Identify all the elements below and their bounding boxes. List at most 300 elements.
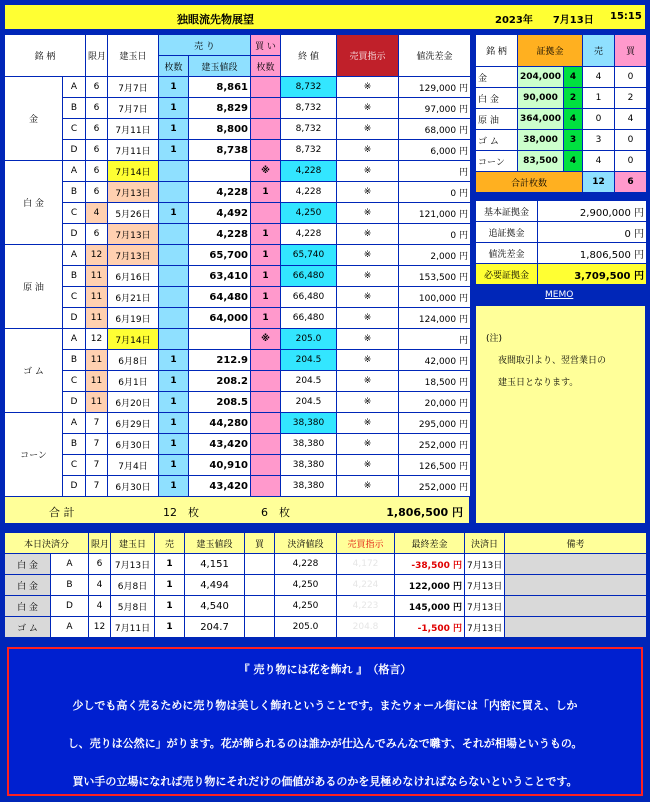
open-date-cell: 7月11日 [108, 140, 159, 161]
month-cell: 6 [86, 98, 108, 119]
count-sell-cell: 12 [583, 172, 615, 193]
diff-cell: 0 円 [399, 224, 471, 245]
margin-amount-cell: 83,500 [518, 151, 564, 172]
open-date-cell: 6月16日 [108, 266, 159, 287]
series-cell: D [63, 476, 86, 497]
position-row[interactable] [5, 203, 471, 224]
col-signal: 売買指示 [337, 35, 399, 77]
commodity-name: 金 [5, 77, 63, 161]
position-row[interactable] [5, 224, 471, 245]
settle-col-day: 決済日 [465, 533, 505, 554]
diff-cell: 126,500 円 [399, 455, 471, 476]
sell-qty-cell: 1 [159, 392, 189, 413]
settle-month-cell: 4 [89, 596, 111, 617]
close-price-cell: 4,228 [281, 224, 337, 245]
position-row[interactable] [5, 98, 471, 119]
open-price-cell: 4,492 [189, 203, 251, 224]
signal-cell: ※ [337, 476, 399, 497]
month-cell: 6 [86, 182, 108, 203]
month-cell: 6 [86, 224, 108, 245]
signal-cell: ※ [337, 287, 399, 308]
sell-qty-cell: 1 [159, 476, 189, 497]
total-row [4, 496, 470, 524]
margin-buy-cell: 2 [615, 88, 647, 109]
summary-label: 追証拠金 [476, 222, 538, 243]
settlement-row[interactable] [5, 596, 647, 617]
diff-cell: 252,000 円 [399, 434, 471, 455]
signal-cell: ※ [337, 350, 399, 371]
month-cell: 11 [86, 350, 108, 371]
open-date-cell: 6月21日 [108, 287, 159, 308]
page-title: 独眼流先物展望 [177, 13, 254, 26]
open-price-cell: 208.2 [189, 371, 251, 392]
month-cell: 6 [86, 140, 108, 161]
signal-cell: ※ [337, 119, 399, 140]
month-cell: 7 [86, 413, 108, 434]
summary-row [476, 222, 647, 243]
month-cell: 12 [86, 245, 108, 266]
position-row[interactable] [5, 413, 471, 434]
settle-note-cell [505, 575, 647, 596]
margin-summary [475, 200, 647, 285]
month-cell: 7 [86, 476, 108, 497]
settle-day-cell: 7月13日 [465, 554, 505, 575]
sell-qty-cell: 1 [159, 77, 189, 98]
settle-note-cell [505, 596, 647, 617]
margin-sell-cell: 0 [583, 109, 615, 130]
open-date-cell: 6月8日 [108, 350, 159, 371]
sell-qty-cell: 1 [159, 203, 189, 224]
settle-col-price: 建玉値段 [185, 533, 245, 554]
diff-cell: 42,000 円 [399, 350, 471, 371]
buy-qty-cell [251, 455, 281, 476]
series-cell: B [63, 266, 86, 287]
series-cell: C [63, 371, 86, 392]
open-date-cell: 6月30日 [108, 434, 159, 455]
memo-line-3: 建玉日となります。 [498, 378, 579, 388]
settle-month-cell: 6 [89, 554, 111, 575]
settle-col-name: 本日決済分 [5, 533, 89, 554]
settlement-table [4, 532, 647, 638]
open-price-cell: 40,910 [189, 455, 251, 476]
sell-qty-cell: 1 [159, 413, 189, 434]
settle-settle-price-cell: 4,228 [275, 554, 337, 575]
series-cell: A [63, 77, 86, 98]
margin-sell-cell: 1 [583, 88, 615, 109]
margin-count-row [476, 172, 647, 193]
commodity-name: コーン [5, 413, 63, 497]
margin-table [475, 34, 647, 193]
settle-month-cell: 4 [89, 575, 111, 596]
sell-qty-cell [159, 287, 189, 308]
settle-final-cell: 122,000 円 [395, 575, 465, 596]
close-price-cell: 8,732 [281, 77, 337, 98]
margin-count-cell: 2 [564, 88, 583, 109]
open-date-cell: 7月14日 [108, 329, 159, 350]
close-price-cell: 204.5 [281, 371, 337, 392]
close-price-cell: 4,228 [281, 161, 337, 182]
settle-settle-price-cell: 205.0 [275, 617, 337, 638]
buy-qty-cell: 1 [251, 224, 281, 245]
margin-name-cell: ゴ ム [476, 130, 518, 151]
open-date-cell: 6月19日 [108, 308, 159, 329]
settle-date-cell: 5月8日 [111, 596, 155, 617]
open-date-cell: 7月7日 [108, 98, 159, 119]
position-row[interactable] [5, 434, 471, 455]
series-cell: A [63, 161, 86, 182]
margin-col-name: 銘 柄 [476, 35, 518, 67]
col-sell: 売 り [159, 35, 251, 56]
col-name: 銘 柄 [5, 35, 86, 77]
position-row[interactable] [5, 476, 471, 497]
position-row[interactable] [5, 308, 471, 329]
open-date-cell: 6月20日 [108, 392, 159, 413]
diff-cell: 121,000 円 [399, 203, 471, 224]
settle-month-cell: 12 [89, 617, 111, 638]
margin-amount-cell: 364,000 [518, 109, 564, 130]
close-price-cell: 38,380 [281, 434, 337, 455]
open-date-cell: 5月26日 [108, 203, 159, 224]
open-date-cell: 7月7日 [108, 77, 159, 98]
month-cell: 7 [86, 434, 108, 455]
margin-name-cell: 原 油 [476, 109, 518, 130]
sell-qty-cell [159, 182, 189, 203]
diff-cell: 0 円 [399, 182, 471, 203]
settlement-row[interactable] [5, 575, 647, 596]
margin-name-cell: 金 [476, 67, 518, 88]
margin-row[interactable] [476, 88, 647, 109]
summary-label: 基本証拠金 [476, 201, 538, 222]
signal-cell: ※ [337, 413, 399, 434]
margin-row[interactable] [476, 67, 647, 88]
buy-qty-cell [251, 434, 281, 455]
position-row[interactable] [5, 161, 471, 182]
col-diff: 値洗差金 [399, 35, 471, 77]
quote-line-2: し、売りは公然に」がります。花が飾られるのは誰かが仕込んでみんなで囃す、それが相場というもの。 [67, 737, 583, 750]
position-row[interactable] [5, 266, 471, 287]
margin-buy-cell: 0 [615, 130, 647, 151]
open-price-cell: 8,738 [189, 140, 251, 161]
position-row[interactable] [5, 119, 471, 140]
open-price-cell: 43,420 [189, 476, 251, 497]
buy-qty-cell [251, 203, 281, 224]
position-row[interactable] [5, 392, 471, 413]
buy-qty-cell: 1 [251, 287, 281, 308]
open-price-cell: 4,228 [189, 182, 251, 203]
open-price-cell: 64,480 [189, 287, 251, 308]
margin-sell-cell: 4 [583, 151, 615, 172]
memo-line-2: 夜間取引より、翌営業日の [498, 356, 607, 366]
settle-price-cell: 4,151 [185, 554, 245, 575]
buy-qty-cell: ※ [251, 161, 281, 182]
buy-qty-cell [251, 392, 281, 413]
close-price-cell: 8,732 [281, 140, 337, 161]
buy-qty-cell [251, 413, 281, 434]
open-price-cell: 212.9 [189, 350, 251, 371]
series-cell: A [63, 329, 86, 350]
signal-cell: ※ [337, 266, 399, 287]
open-price-cell: 43,420 [189, 434, 251, 455]
open-date-cell: 7月11日 [108, 119, 159, 140]
position-row[interactable] [5, 77, 471, 98]
position-row[interactable] [5, 182, 471, 203]
open-date-cell: 6月1日 [108, 371, 159, 392]
summary-row [476, 201, 647, 222]
position-row[interactable] [5, 350, 471, 371]
close-price-cell: 4,250 [281, 203, 337, 224]
settle-name-cell: 白 金 [5, 575, 51, 596]
close-price-cell: 66,480 [281, 287, 337, 308]
header-bar [4, 4, 646, 30]
col-date: 建玉日 [108, 35, 159, 77]
series-cell: C [63, 455, 86, 476]
settle-date-cell: 7月13日 [111, 554, 155, 575]
summary-label: 必要証拠金 [476, 264, 538, 285]
settle-name-cell: 白 金 [5, 596, 51, 617]
series-cell: A [63, 413, 86, 434]
series-cell: C [63, 119, 86, 140]
close-price-cell: 66,480 [281, 266, 337, 287]
sell-qty-cell: 1 [159, 434, 189, 455]
summary-value: 0 円 [538, 222, 647, 243]
memo-box [475, 305, 646, 524]
sell-qty-cell [159, 329, 189, 350]
open-price-cell: 64,000 [189, 308, 251, 329]
month-cell: 11 [86, 392, 108, 413]
positions-table [4, 34, 471, 497]
open-price-cell: 8,829 [189, 98, 251, 119]
open-price-cell: 44,280 [189, 413, 251, 434]
settle-series-cell: A [51, 554, 89, 575]
sell-qty-cell: 1 [159, 350, 189, 371]
close-price-cell: 8,732 [281, 119, 337, 140]
open-date-cell: 7月4日 [108, 455, 159, 476]
buy-qty-cell: ※ [251, 329, 281, 350]
commodity-name: 原 油 [5, 245, 63, 329]
quote-title: 『 売り物には花を飾れ 』 （格言） [238, 663, 412, 676]
memo-line-1: (注) [486, 334, 503, 344]
settle-signal-cell: 4,224 [337, 575, 395, 596]
diff-cell: 68,000 円 [399, 119, 471, 140]
margin-count-cell: 4 [564, 67, 583, 88]
position-row[interactable] [5, 287, 471, 308]
settle-date-cell: 7月11日 [111, 617, 155, 638]
diff-cell: 124,000 円 [399, 308, 471, 329]
settle-col-final: 最終差金 [395, 533, 465, 554]
col-buy-qty: 枚数 [251, 56, 281, 77]
close-price-cell: 66,480 [281, 308, 337, 329]
close-price-cell: 8,732 [281, 98, 337, 119]
settle-qty-cell: 1 [155, 575, 185, 596]
series-cell: D [63, 140, 86, 161]
buy-qty-cell [251, 476, 281, 497]
sell-qty-cell [159, 161, 189, 182]
diff-cell: 252,000 円 [399, 476, 471, 497]
settle-series-cell: D [51, 596, 89, 617]
month-cell: 11 [86, 266, 108, 287]
settle-col-buy: 買 [245, 533, 275, 554]
buy-qty-cell: 1 [251, 266, 281, 287]
margin-sell-cell: 3 [583, 130, 615, 151]
buy-qty-cell [251, 350, 281, 371]
open-price-cell: 8,800 [189, 119, 251, 140]
settle-buy-cell [245, 617, 275, 638]
month-cell: 6 [86, 161, 108, 182]
settle-final-cell: -1,500 円 [395, 617, 465, 638]
close-price-cell: 204.5 [281, 350, 337, 371]
sell-qty-cell [159, 308, 189, 329]
settle-date-cell: 6月8日 [111, 575, 155, 596]
month-cell: 12 [86, 329, 108, 350]
sell-qty-cell: 1 [159, 371, 189, 392]
diff-cell: 2,000 円 [399, 245, 471, 266]
signal-cell: ※ [337, 392, 399, 413]
settle-signal-cell: 204.8 [337, 617, 395, 638]
close-price-cell: 205.0 [281, 329, 337, 350]
close-price-cell: 38,380 [281, 476, 337, 497]
open-date-cell: 7月13日 [108, 245, 159, 266]
close-price-cell: 65,740 [281, 245, 337, 266]
settle-col-settle-price: 決済値段 [275, 533, 337, 554]
open-date-cell: 7月13日 [108, 224, 159, 245]
open-price-cell: 4,228 [189, 224, 251, 245]
close-price-cell: 38,380 [281, 413, 337, 434]
margin-amount-cell: 38,000 [518, 130, 564, 151]
margin-row[interactable] [476, 151, 647, 172]
col-sell-price: 建玉値段 [189, 56, 251, 77]
quote-box [7, 647, 643, 796]
sell-qty-cell [159, 266, 189, 287]
month-cell: 11 [86, 287, 108, 308]
buy-qty-cell [251, 98, 281, 119]
settle-buy-cell [245, 596, 275, 617]
settle-series-cell: B [51, 575, 89, 596]
total-buy: 6 枚 [261, 506, 290, 519]
margin-row[interactable] [476, 130, 647, 151]
settle-col-signal: 売買指示 [337, 533, 395, 554]
settle-qty-cell: 1 [155, 554, 185, 575]
diff-cell: 円 [399, 161, 471, 182]
col-month: 限月 [86, 35, 108, 77]
col-buy: 買 い [251, 35, 281, 56]
summary-value: 2,900,000 円 [538, 201, 647, 222]
margin-sell-cell: 4 [583, 67, 615, 88]
month-cell: 6 [86, 77, 108, 98]
settle-name-cell: ゴ ム [5, 617, 51, 638]
open-date-cell: 7月14日 [108, 161, 159, 182]
settle-final-cell: -38,500 円 [395, 554, 465, 575]
col-sell-qty: 枚数 [159, 56, 189, 77]
month-cell: 7 [86, 455, 108, 476]
open-date-cell: 6月29日 [108, 413, 159, 434]
settle-note-cell [505, 554, 647, 575]
buy-qty-cell: 1 [251, 245, 281, 266]
series-cell: B [63, 434, 86, 455]
close-price-cell: 38,380 [281, 455, 337, 476]
summary-value: 3,709,500 円 [538, 264, 647, 285]
month-cell: 4 [86, 203, 108, 224]
quote-line-3: 買い手の立場になれば売り物にそれだけの価値があるのかを見極めなければならないということです。 [72, 775, 578, 788]
margin-buy-cell: 0 [615, 67, 647, 88]
commodity-name: 白 金 [5, 161, 63, 245]
margin-count-cell: 4 [564, 151, 583, 172]
diff-cell: 153,500 円 [399, 266, 471, 287]
memo-label[interactable]: MEMO [545, 290, 574, 300]
close-price-cell: 4,228 [281, 182, 337, 203]
diff-cell: 6,000 円 [399, 140, 471, 161]
series-cell: D [63, 224, 86, 245]
settle-signal-cell: 4,223 [337, 596, 395, 617]
diff-cell: 295,000 円 [399, 413, 471, 434]
series-cell: D [63, 392, 86, 413]
signal-cell: ※ [337, 245, 399, 266]
settle-series-cell: A [51, 617, 89, 638]
position-row[interactable] [5, 245, 471, 266]
open-date-cell: 7月13日 [108, 182, 159, 203]
settle-col-note: 備考 [505, 533, 647, 554]
signal-cell: ※ [337, 161, 399, 182]
diff-cell: 18,500 円 [399, 371, 471, 392]
buy-qty-cell [251, 371, 281, 392]
position-row[interactable] [5, 140, 471, 161]
series-cell: B [63, 350, 86, 371]
settle-buy-cell [245, 554, 275, 575]
settle-col-date: 建玉日 [111, 533, 155, 554]
signal-cell: ※ [337, 455, 399, 476]
settlement-row[interactable] [5, 617, 647, 638]
settle-price-cell: 4,494 [185, 575, 245, 596]
signal-cell: ※ [337, 434, 399, 455]
settle-settle-price-cell: 4,250 [275, 596, 337, 617]
margin-count-cell: 4 [564, 109, 583, 130]
commodity-name: ゴ ム [5, 329, 63, 413]
signal-cell: ※ [337, 308, 399, 329]
margin-amount-cell: 204,000 [518, 67, 564, 88]
settle-name-cell: 白 金 [5, 554, 51, 575]
position-row[interactable] [5, 371, 471, 392]
settle-qty-cell: 1 [155, 617, 185, 638]
buy-qty-cell: 1 [251, 308, 281, 329]
series-cell: D [63, 308, 86, 329]
signal-cell: ※ [337, 371, 399, 392]
open-price-cell: 208.5 [189, 392, 251, 413]
diff-cell: 100,000 円 [399, 287, 471, 308]
date-label: 2023年 7月13日 [495, 15, 594, 26]
sell-qty-cell: 1 [159, 119, 189, 140]
sell-qty-cell: 1 [159, 140, 189, 161]
settlement-row[interactable] [5, 554, 647, 575]
margin-name-cell: 白 金 [476, 88, 518, 109]
open-price-cell [189, 161, 251, 182]
settle-col-sell: 売 [155, 533, 185, 554]
margin-row[interactable] [476, 109, 647, 130]
margin-col-margin: 証拠金 [518, 35, 583, 67]
settle-buy-cell [245, 575, 275, 596]
open-price-cell: 63,410 [189, 266, 251, 287]
buy-qty-cell: 1 [251, 182, 281, 203]
margin-buy-cell: 0 [615, 151, 647, 172]
position-row[interactable] [5, 329, 471, 350]
buy-qty-cell [251, 77, 281, 98]
open-price-cell: 8,861 [189, 77, 251, 98]
diff-cell: 円 [399, 329, 471, 350]
margin-name-cell: コーン [476, 151, 518, 172]
series-cell: C [63, 203, 86, 224]
position-row[interactable] [5, 455, 471, 476]
total-sell: 12 枚 [163, 506, 199, 519]
sell-qty-cell [159, 245, 189, 266]
sell-qty-cell: 1 [159, 98, 189, 119]
